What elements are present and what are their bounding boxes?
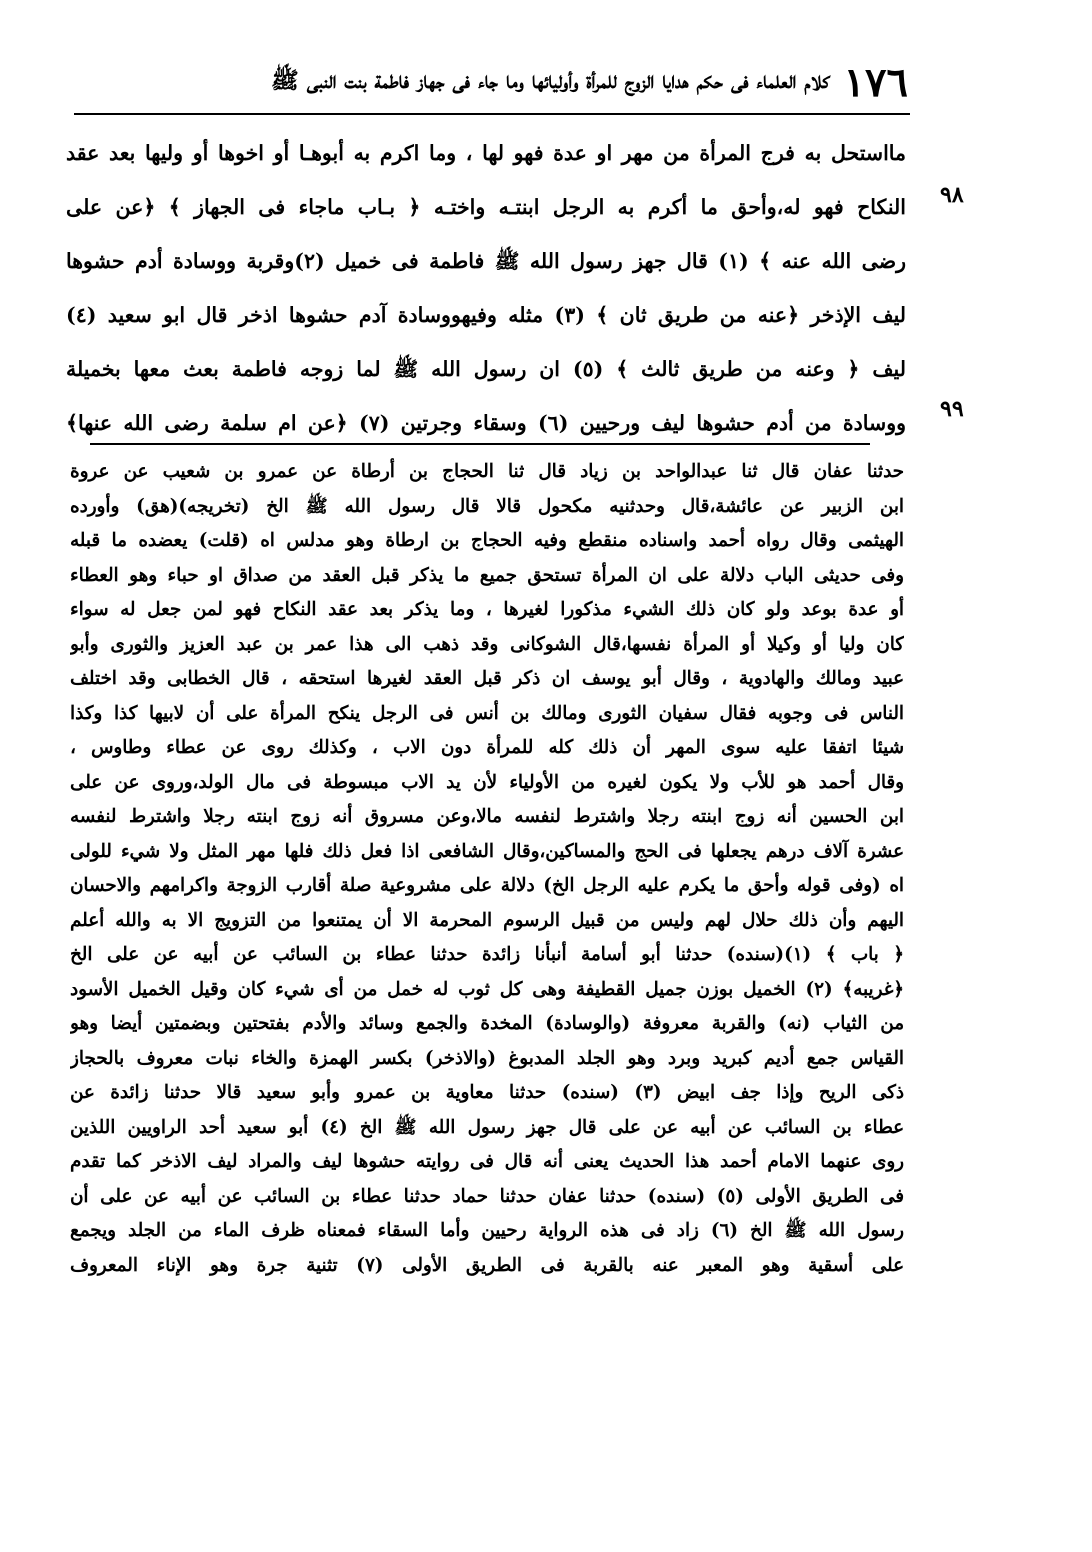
hadith-text [66,126,906,450]
hadith-number: ٩٩ [940,396,964,422]
header-rule [74,113,910,115]
commentary-line: ابن الزبير عن عائشة،قال وحدثنيه مكحول قالا قال رسول الله ﷺ الخ (تخريجه)(هق) وأورده [70,495,904,517]
page-header [68,58,908,108]
commentary-line: أو عدة بوعد ولو كان ذلك الشيء مذكورا لغيرها ، وما يذكر بعد عقد النكاح فهو لمن جعل له سواء [70,599,904,620]
hadith-line: رضى الله عنه ﴾ (١) قال جهز رسول الله ﷺ فاطمة فى خميل (٢)وقربة ووسادة أدم حشوها [66,249,906,273]
commentary-line: اه (وفى قوله وأحق ما يكرم عليه الرجل الخ) دلالة على مشروعية صلة أقارب الزوجة واكرامهم والاحسان [70,875,904,896]
running-title: كلام العلماء فى حكم هدايا الزوج للمرأة وأوليائها وما جاء فى جهاز فاطمة بنت النبى ﷺ [270,67,830,94]
commentary-line: عطاء بن السائب عن أبيه عن على قال جهز رسول الله ﷺ الخ (٤) أبو سعيد أحد الراويين اللذين [70,1116,904,1138]
hadith-line: ليف ﴿ وعنه من طريق ثالث ﴾ (٥) ان رسول الله ﷺ لما زوجه فاطمة بعث معها بخميلة [66,357,906,381]
commentary-text [70,455,904,1283]
commentary-line: شيئا اتفقا عليه سوى المهر أن ذلك كله للمرأة دون الاب ، وكذلك روى عن عطاء وطاوس ، [70,737,904,758]
commentary-line: وقال أحمد هو للأب ولا يكون لغيره من الأولياء لأن يد الاب مبسوطة فى مال الولد،وروى عن على [70,771,904,793]
hadith-line: ليف الإذخر ﴿عنه من طريق ثان ﴾ (٣) مثله وفيهووسادة آدم حشوها اذخر قال ابو سعيد (٤) [66,303,906,327]
page-number: ١٧٦ [843,59,908,106]
commentary-line: على أسقية وهو المعبر عنه بالقربة فى الطريق الأولى (٧) تثنية جرة وهو الإناء المعروف [70,1254,904,1276]
section-divider [90,443,870,445]
commentary-line: وفى حديثى الباب دلالة على ان المرأة تستحق جميع ما يذكر قبل العقد من صداق او حباء وهو العطاء [70,564,904,586]
hadith-line: ووسادة من أدم حشوها ليف ورحيين (٦) وسقاء وجرتين (٧) ﴿عن ام سلمة رضى الله عنها﴾ [66,411,906,435]
hadith-line: مااستحل به فرج المرأة من مهر او عدة فهو لها ، وما اكرم به أبوهـا أو اخوها أو وليها بعد عقد [66,141,906,165]
commentary-line: ابن الحسين أنه زوج ابنته رجلا واشترط لنفسه مالا،وعن مسروق أنه زوج ابنته رجلا واشترط لنفسه [70,806,904,827]
commentary-line: كان وليا أو وكيلا أو المرأة نفسها،قال الشوكانى وقد ذهب الى هذا عمر بن عبد العزيز والثورى وأبو [70,633,904,655]
commentary-line: عشرة آلاف درهم يجعلها فى الحج والمساكين،وقال الشافعى اذا فعل ذلك فلها مهر المثل ولا شيء للولى [70,840,904,862]
commentary-line: اليهم وأن ذلك حلال لهم وليس من قبيل الرسوم المحرمة الا أن يمتنعوا من التزويج الا به والله أعلم [70,909,904,931]
commentary-line: حدثنا عفان قال ثنا عبدالواحد بن زياد قال ثنا الحجاج بن أرطاة عن عمرو بن شعيب عن عروة [70,461,904,482]
commentary-line: ﴿غريبه﴾ (٢) الخميل بوزن جميل القطيفة وهى كل ثوب له خمل من أى شيء كان وقيل الخميل الأسود [70,978,904,1000]
commentary-line: الناس فى وجوبه فقال سفيان الثورى ومالك بن أنس فى الرجل ينكح المرأة على أن لابيها كذا وكذا [70,702,904,724]
commentary-line: عبيد ومالك والهادوية ، وقال أبو يوسف ان ذكر قبل العقد لغيرها استحقه ، قال الخطابى وقد اختلف [70,668,904,689]
commentary-line: من الثياب (نه) والقربة معروفة (والوسادة) المخدة والجمع وسائد والأدم بفتحتين وبضمتين أيضا وهو [70,1013,904,1034]
commentary-line: روى عنهما الامام أحمد هذا الحديث يعنى أنه قال فى روايته حشوها ليف والمراد ليف الاذخر كما تقدم [70,1151,904,1172]
hadith-line: النكاح فهو له،وأحق ما أكرم به الرجل ابنتـه واختـه ﴿ بـاب ماجاء فى الجهاز ﴾ ﴿عن على [66,195,906,219]
commentary-line: ﴿ باب ﴾ (١)(سنده) حدثنا أبو أسامة أنبأنا زائدة حدثنا عطاء بن السائب عن أبيه عن على الخ [70,944,904,965]
commentary-line: القياس جمع أديم كبريد وبرد وهو الجلد المدبوغ (والاذخر) بكسر الهمزة والخاء نبات معروف بالحجاز [70,1047,904,1069]
hadith-number: ٩٨ [940,182,964,208]
commentary-line: الهيثمى وقال رواه أحمد واسناده منقطع وفيه الحجاج بن ارطاة وهو مدلس اه (قلت) يعضده ما قبله [70,530,904,551]
commentary-line: رسول الله ﷺ الخ (٦) زاد فى هذه الرواية رحيين وأما السقاء فمعناه ظرف الماء من الجلد ويجمع [70,1220,904,1241]
commentary-line: فى الطريق الأولى (٥) (سنده) حدثنا عفان حدثنا حماد حدثنا عطاء بن السائب عن أبيه عن على أن [70,1185,904,1207]
commentary-line: ذكى الريح وإذا جف ابيض (٣) (سنده) حدثنا معاوية بن عمرو وأبو سعيد قالا حدثنا زائدة عن [70,1082,904,1103]
